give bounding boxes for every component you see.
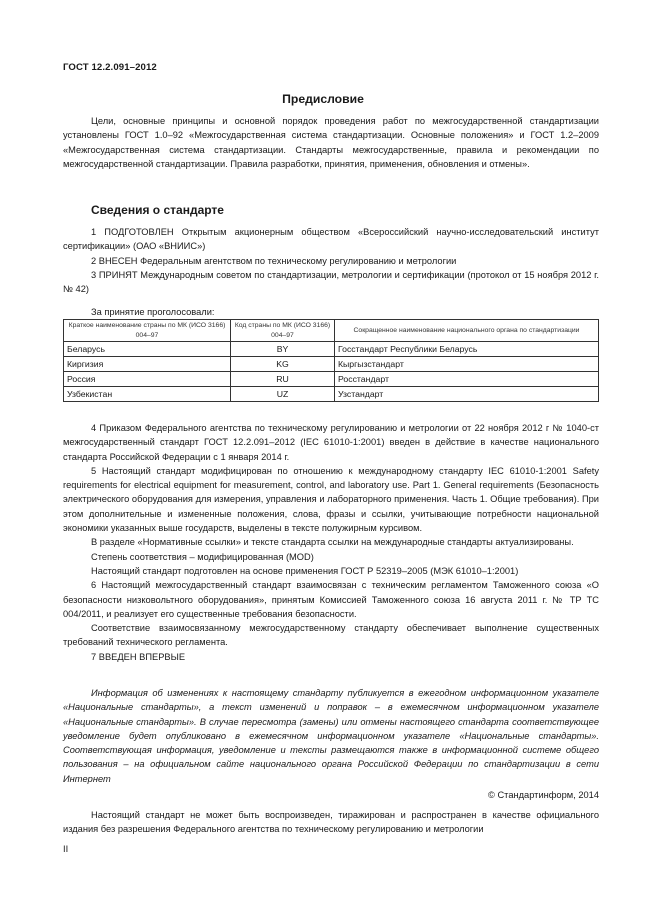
document-code: ГОСТ 12.2.091–2012 — [63, 62, 157, 73]
paragraph-5-degree: Степень соответствия – модифицированная (MOD) — [91, 551, 314, 562]
info-items-block — [63, 225, 599, 296]
table-header-row — [64, 320, 599, 342]
country-cell: Киргизия — [64, 357, 231, 372]
paragraph-4: 4 Приказом Федерального агентства по техническому регулированию и метрологии от 22 ноября 2012 г № 1040-ст межгосударственный стандарт ГОСТ 12.2.091–2012 (IEC 61010-1:2001) введен в действие в качестве национального стандарта Российской Федерации с 1 января 2014 г. — [63, 423, 599, 462]
body-cell: Кыргызстандарт — [335, 357, 599, 372]
body-cell: Госстандарт Республики Беларусь — [335, 342, 599, 357]
info-item-2: 2 ВНЕСЕН Федеральным агентством по техническому регулированию и метрологии — [91, 255, 457, 266]
info-title: Сведения о стандарте — [91, 203, 224, 217]
country-cell: Россия — [64, 372, 231, 387]
code-cell: KG — [231, 357, 335, 372]
code-cell: BY — [231, 342, 335, 357]
preface-paragraph: Цели, основные принципы и основной порядок проведения работ по межгосударственной стандартизации установлены ГОСТ 1.0–92 «Межгосударственная система стандартизации. Основные положения» и ГОСТ 1.2–2009 «Межгосударственная система стандартизации. Стандарты межгосударственные, правила и рекомендации по межгосударственной стандартизации. Правила разработки, принятия, применения, обновления и отмены». — [63, 116, 599, 169]
header-body: Сокращенное наименование национального органа по стандартизации — [335, 320, 599, 342]
voting-table — [63, 319, 599, 402]
preface-title: Предисловие — [282, 92, 364, 106]
info-item-3: 3 ПРИНЯТ Международным советом по стандартизации, метрологии и сертификации (протокол от 15 ноября 2012 г. № 42) — [63, 269, 599, 295]
reproduction-block — [63, 808, 599, 837]
header-country: Краткое наименование страны по МК (ИСО 3166) 004–97 — [64, 320, 231, 342]
paragraph-5-basis: Настоящий стандарт подготовлен на основе применения ГОСТ Р 52319–2005 (МЭК 61010–1:2001) — [91, 565, 519, 576]
paragraph-6: 6 Настоящий межгосударственный стандарт взаимосвязан с техническим регламентом Таможенного союза «О безопасности низковольтного оборудования», принятым Комиссией Таможенного союза 16 августа 2011 г. № ТР ТС 004/2011, и реализует его существенные требования безопасности. — [63, 580, 599, 619]
preface-text-block — [63, 114, 599, 171]
country-cell: Узбекистан — [64, 387, 231, 402]
code-cell: UZ — [231, 387, 335, 402]
table-row — [64, 342, 599, 357]
paragraph-7: 7 ВВЕДЕН ВПЕРВЫЕ — [91, 651, 186, 662]
body-cell: Узстандарт — [335, 387, 599, 402]
notice-block — [63, 686, 599, 786]
paragraph-5: 5 Настоящий стандарт модифицирован по отношению к международному стандарту IEC 61010-1:2001 Safety requirements for electrical equipment for measurement, control, and laboratory use. Part 1. General requirements (Безопасность электрического оборудования для измерения, управления и лабораторного применения. Часть 1. Общие требования). При этом дополнительные и измененные положения, слова, фразы и ссылки, учитывающие потребности национальной экономики указанных выше государств, выделены в тексте полужирным курсивом. — [63, 465, 599, 534]
table-row — [64, 372, 599, 387]
vote-label: За принятие проголосовали: — [91, 307, 215, 317]
country-cell: Беларусь — [64, 342, 231, 357]
info-item-1: 1 ПОДГОТОВЛЕН Открытым акционерным обществом «Всероссийский научно-исследовательский институт сертификации» (ОАО «ВНИИС») — [63, 227, 599, 252]
page-number: II — [63, 844, 69, 854]
table-row — [64, 387, 599, 402]
reproduction-notice: Настоящий стандарт не может быть воспроизведен, тиражирован и распространен в качестве официального издания без разрешения Федерального агентства по техническому регулированию и метрологии — [63, 810, 599, 835]
body-cell: Росстандарт — [335, 372, 599, 387]
code-cell: RU — [231, 372, 335, 387]
table-row — [64, 357, 599, 372]
copyright: © Стандартинформ, 2014 — [488, 790, 599, 800]
paragraph-6-conformity: Соответствие взаимосвязанному межгосударственному стандарту обеспечивает выполнение существенных требований технического регламента. — [63, 623, 599, 648]
header-code: Код страны по МК (ИСО 3166) 004–97 — [231, 320, 335, 342]
paragraph-5-refs: В разделе «Нормативные ссылки» и тексте стандарта ссылки на международные стандарты актуализированы. — [91, 537, 574, 548]
body-text-block — [63, 421, 599, 664]
changes-notice: Информация об изменениях к настоящему стандарту публикуется в ежегодном информационном указателе «Национальные стандарты», а текст изменений и поправок – в ежемесячном информационном указателе «Национальные стандарты». В случае пересмотра (замены) или отмены настоящего стандарта соответствующее уведомление будет опубликовано в ежемесячном информационном указателе «Национальные стандарты». Соответствующая информация, уведомление и тексты размещаются также в информационной системе общего пользования – на официальном сайте национального органа Российской Федерации по стандартизации в сети Интернет — [63, 688, 599, 784]
